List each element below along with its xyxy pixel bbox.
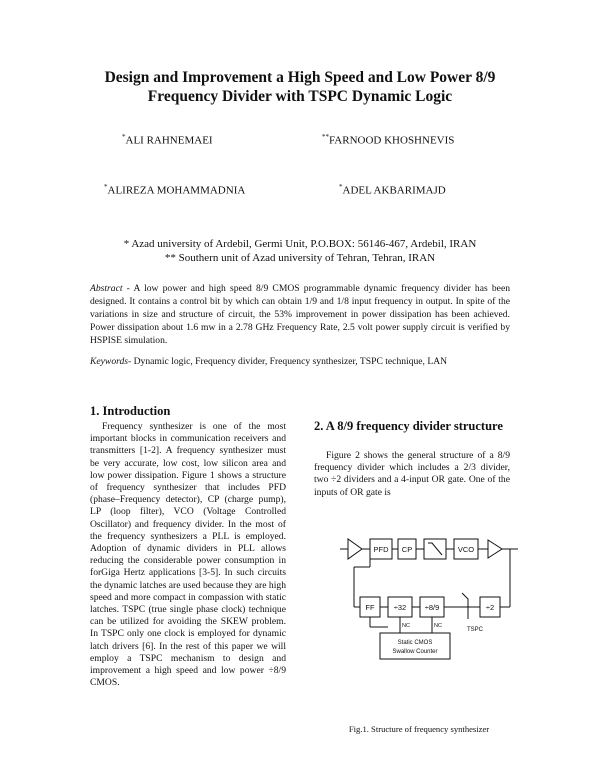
output-buffer-symbol bbox=[488, 540, 502, 558]
abstract-label: Abstract bbox=[90, 283, 123, 294]
frequency-synthesizer-figure bbox=[340, 527, 520, 667]
author-1-name: ALI RAHNEMAEI bbox=[125, 134, 213, 147]
author-1 bbox=[122, 133, 213, 147]
section-1-heading: 1. Introduction bbox=[90, 404, 171, 418]
cp-label: CP bbox=[401, 545, 413, 554]
paper-title bbox=[60, 68, 540, 106]
section-1-body: Frequency synthesizer is one of the most important blocks in communication receivers and transmitters [1-2]. A frequency synthesizer must be very accurate, low cost, low silicon area and low power dissipation. Figure 1 shows a structure of frequency synthesizer that includes PFD (phase–Frequency detector), CP (charge pump), LP (loop filter), VCO (Voltage Controlled Oscillator) and frequency divider. In the most of the frequency synthesizers a PLL is employed. Adoption of dynamic dividers in PLL allows reducing the considerable power consumption in forGiga Hertz applications [3-5]. In such circuits the dynamic latches are used because they are high speed and more compact in compassion with static latches. TSPC (true single phase clock) technique can be utilized for avoiding the SKEW problem. In TSPC only one clock is employed for dynamic latch drivers [6]. In the rest of this paper we will employ a TSPC mechanism to design and improvement a high speed and low power ÷8/9 CMOS. bbox=[90, 421, 286, 689]
loop-filter-block bbox=[424, 539, 446, 559]
tspc-bracket bbox=[462, 593, 468, 619]
keywords bbox=[90, 355, 510, 368]
affiliation-1: * Azad university of Ardebil, Germi Unit, P.O.BOX: 56146-467, Ardebil, IRAN bbox=[123, 238, 477, 250]
author-2-mark: ** bbox=[322, 133, 329, 141]
abstract bbox=[90, 282, 510, 347]
author-4-mark: * bbox=[339, 183, 343, 191]
counter-label-2: Swallow Counter bbox=[392, 649, 438, 655]
ff-label: FF bbox=[365, 603, 375, 612]
div2-label: ÷2 bbox=[485, 603, 495, 612]
author-2 bbox=[322, 133, 454, 147]
abstract-text: - A low power and high speed 8/9 CMOS programmable dynamic frequency divider has been designed. It contains a control bit by which can obtain 1/9 and 1/8 input frequency in output. In spite of the variations in size and structure of circuit, the 53% improvement in power dissipation has been achieved. Power dissipation about 1.6 mw in a 2.78 GHz Frequency Rate, 2.5 volt power supply circuit is verified by HSPISE simulation. bbox=[90, 283, 510, 346]
author-4-name: ADEL AKBARIMAJD bbox=[342, 184, 446, 197]
tspc-label: TSPC bbox=[466, 627, 484, 633]
author-2-name: FARNOOD KHOSHNEVIS bbox=[329, 134, 455, 147]
author-3 bbox=[104, 183, 245, 197]
nc-label-2: NC bbox=[434, 623, 442, 629]
author-4 bbox=[339, 183, 446, 197]
div89-label: ÷8/9 bbox=[424, 603, 440, 612]
input-buffer-symbol bbox=[348, 539, 362, 559]
title-line-2: Frequency Divider with TSPC Dynamic Logic bbox=[147, 88, 453, 105]
author-3-mark: * bbox=[104, 183, 108, 191]
author-3-name: ALIREZA MOHAMMADNIA bbox=[107, 184, 246, 197]
pfd-label: PFD bbox=[373, 545, 389, 554]
figure-caption: Fig.1. Structure of frequency synthesizer bbox=[348, 724, 490, 734]
vco-label: VCO bbox=[457, 545, 475, 554]
affiliation-2: ** Southern unit of Azad university of Tehran, Tehran, IRAN bbox=[164, 252, 436, 264]
counter-label-1: Static CMOS bbox=[397, 640, 433, 646]
div32-label: ÷32 bbox=[393, 603, 407, 612]
section-2-body: Figure 2 shows the general structure of a 8/9 frequency divider which includes a 2/3 divider, two ÷2 dividers and a 4-input OR gate. One of the inputs of OR gate is bbox=[314, 450, 510, 498]
keywords-text: - Dynamic logic, Frequency divider, Frequency synthesizer, TSPC technique, LAN bbox=[128, 356, 448, 367]
section-2-heading: 2. A 8/9 frequency divider structure bbox=[314, 419, 503, 433]
swallow-counter-block bbox=[380, 633, 450, 659]
nc-label-1: NC bbox=[402, 623, 410, 629]
loop-filter-icon bbox=[428, 543, 442, 555]
author-1-mark: * bbox=[122, 133, 126, 141]
title-line-1: Design and Improvement a High Speed and Low Power 8/9 bbox=[104, 69, 496, 86]
keywords-label: Keywords bbox=[90, 356, 129, 367]
